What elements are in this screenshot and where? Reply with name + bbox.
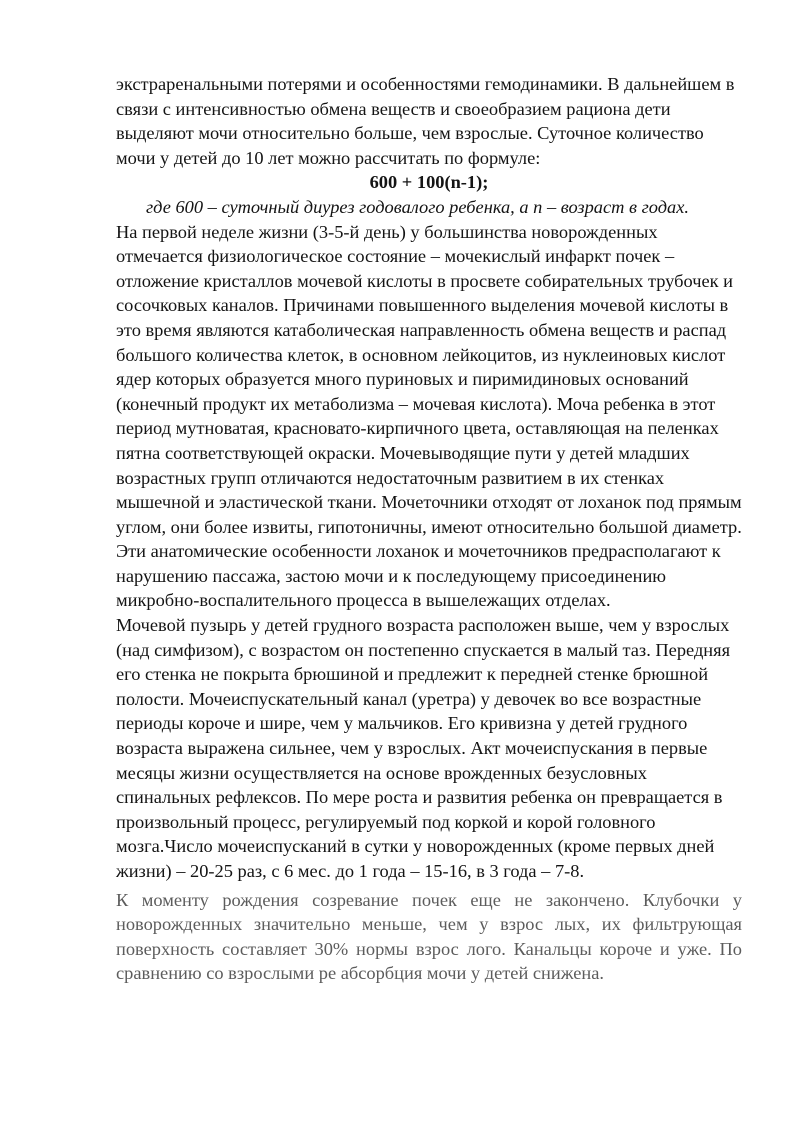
paragraph-gemodynamics: экстраренальными потерями и особенностями гемодинамики. В дальнейшем в связи с интенсивностью обмена веществ и своеобразием рациона дети выделяют мочи относительно больше, чем взрослые. Суточное количество мочи у детей до 10 лет можно рассчитать по формуле: [116, 74, 735, 168]
document-page [116, 72, 742, 986]
paragraph-bladder: Мочевой пузырь у детей грудного возраста расположен выше, чем у взрослых (над симфизом), с возрастом он постепенно спускается в малый таз. Передняя его стенка не покрыта брюшиной и предлежит к передней стенке брюшной полости. Мочеиспускательный канал (уретра) у девочек во все возрастные периоды короче и шире, чем у мальчиков. Его кривизна у детей грудного возраста выражена сильнее, чем у взрослых. Акт мочеиспускания в первые месяцы жизни осуществляется на основе врожденных безусловных спинальных рефлексов. По мере роста и развития ребенка он превращается в произвольный процесс, регулируемый под коркой и корой головного мозга.Число мочеиспусканий в сутки у новорожденных (кроме первых дней жизни) – 20-25 раз, с 6 мес. до 1 года – 15-16, в 3 года – 7-8. [116, 615, 731, 881]
formula-explanation: где 600 – суточный диурез годовалого ребенка, а n – возраст в годах. [146, 196, 690, 217]
paragraph-uric-acid-infarct: На первой неделе жизни (3-5-й день) у большинства новорожденных отмечается физиологическое состояние – мочекислый инфаркт почек – отложение кристаллов мочевой кислоты в просвете собирательных трубочек и сосочковых каналов. Причинами повышенного выделения мочевой кислоты в это время являются катаболическая направленность обмена веществ и распад большого количества клеток, в основном лейкоцитов, из нуклеиновых кислот ядер которых образуется много пуриновых и пиримидиновых оснований (конечный продукт их метаболизма – мочевая кислота). Моча ребенка в этот период мутноватая, красновато-кирпичного цвета, оставляющая на пеленках пятна соответствующей окраски. Мочевыводящие пути у детей младших возрастных групп отличаются недостаточным развитием в их стенках мышечной и эластической ткани. Мочеточники отходят от лоханок под прямым углом, они более извиты, гипотоничны, имеют относительно большой диаметр. Эти анатомические особенности лоханок и мочеточников предрасполагают к нарушению пассажа, застою мочи и к последующему присоединению микробно-воспалительного процесса в вышележащих отделах. [116, 221, 742, 611]
paragraph-kidney-maturation: К моменту рождения созревание почек еще не закончено. Клубочки у новорожденных значительно меньше, чем у взрос лых, их фильтрующая поверхность составляет 30% нормы взрос лого. Канальцы короче и уже. По сравнению со взрослыми ре абсорбция мочи у детей снижена. [116, 889, 742, 984]
diuresis-formula: 600 + 100(n-1); [369, 172, 489, 193]
